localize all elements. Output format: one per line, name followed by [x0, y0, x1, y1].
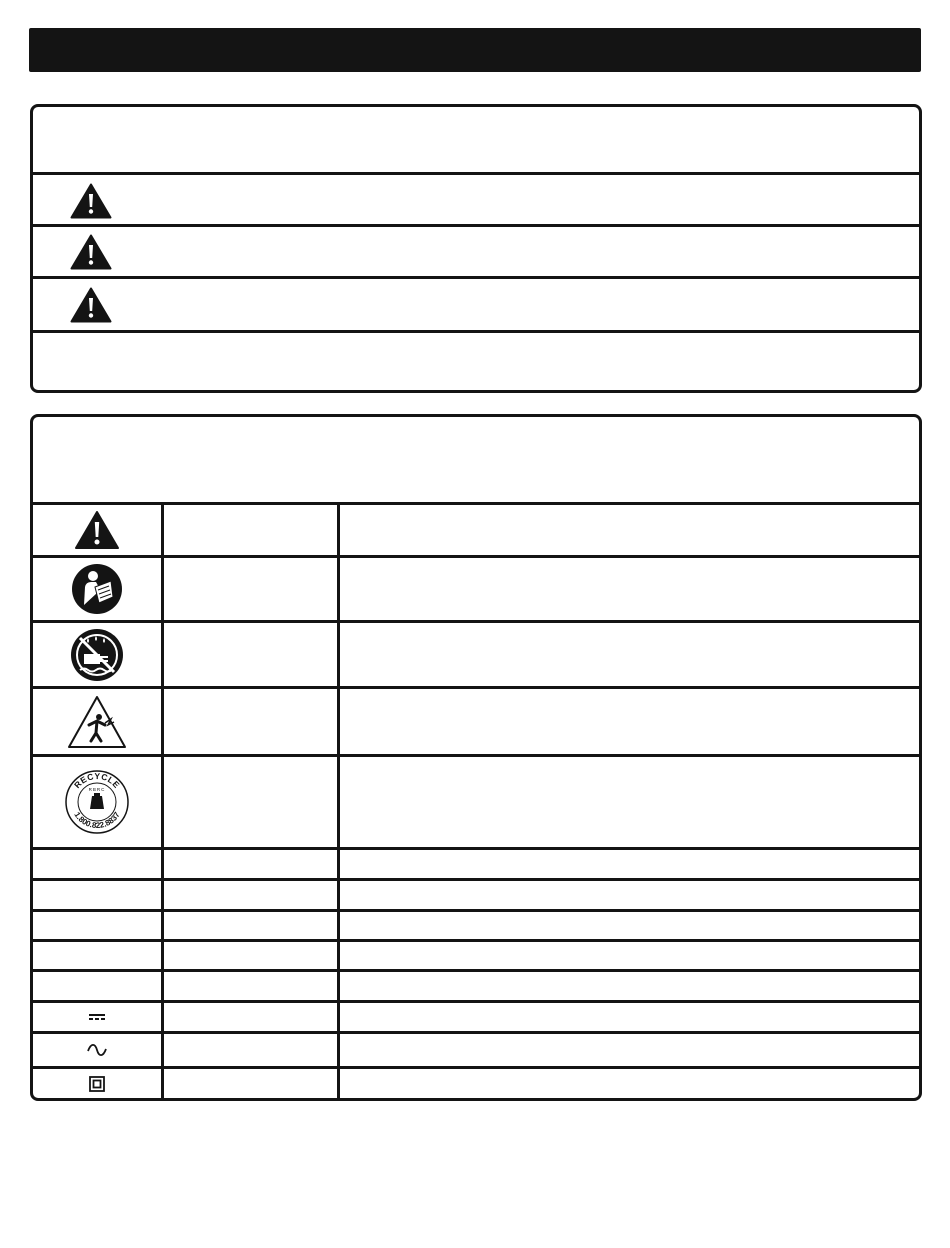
safety-alert-icon — [74, 510, 120, 550]
signal-row-2 — [33, 224, 919, 276]
table-row — [33, 502, 919, 555]
table-row — [33, 878, 919, 909]
symbols-box — [30, 414, 922, 1101]
table-row — [33, 847, 919, 878]
table-row — [33, 939, 919, 969]
header-bar — [29, 28, 921, 72]
table-row — [33, 1066, 919, 1098]
no-wet-conditions-icon — [70, 628, 124, 682]
alternating-current-icon — [87, 1043, 107, 1057]
table-row — [33, 1031, 919, 1066]
signal-row-3 — [33, 276, 919, 330]
seal-middle-text: RBRC — [88, 787, 106, 792]
table-row — [33, 555, 919, 620]
table-row — [33, 620, 919, 686]
seal-top-text: RECYCLE — [72, 770, 122, 791]
rbrc-recycle-seal-icon — [64, 769, 130, 835]
table-row — [33, 686, 919, 754]
table-row — [33, 969, 919, 1000]
table-row — [33, 1000, 919, 1031]
direct-current-icon — [88, 1012, 106, 1022]
seal-bottom-text: 1.800.822.8837 — [72, 810, 122, 831]
table-row — [33, 754, 919, 847]
table-row — [33, 909, 919, 939]
class-ii-construction-icon — [89, 1076, 105, 1092]
warning-triangle-icon — [70, 234, 112, 270]
warning-triangle-icon — [70, 183, 112, 219]
electric-shock-icon — [67, 695, 127, 749]
read-manual-icon — [71, 563, 123, 615]
signal-row-1 — [33, 172, 919, 224]
warning-triangle-icon — [70, 287, 112, 323]
signal-words-box — [30, 104, 922, 393]
signal-footer-row — [33, 330, 919, 390]
